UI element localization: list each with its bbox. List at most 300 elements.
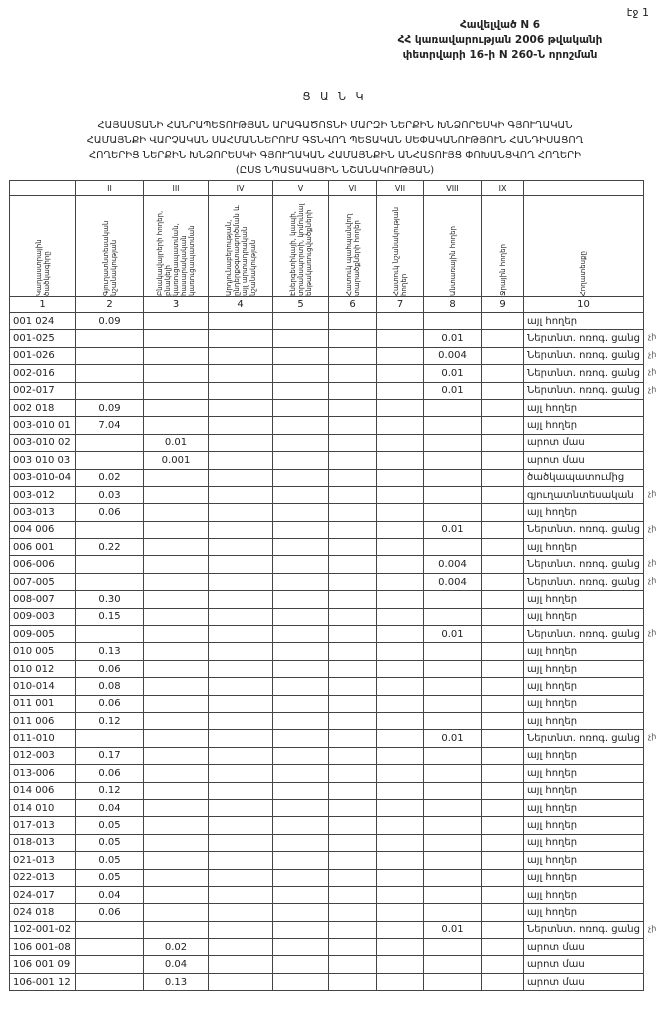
- empty-cell: [209, 469, 273, 486]
- empty-cell: [273, 486, 329, 503]
- table-row: [10, 521, 644, 538]
- land-type: ծածկապատումից: [524, 469, 644, 486]
- land-type: Ներտնտ. ոռոգ. ցանց: [524, 521, 644, 538]
- land-type: այլ հողեր: [524, 904, 644, 921]
- forest-area: [424, 591, 482, 608]
- empty-cell: [377, 486, 424, 503]
- column-header-label: Էներգետիկայի, կապի, տրանսպորտի, կոմունալ ենթակառուցվածքների: [288, 203, 313, 296]
- settlement-area: [144, 817, 209, 834]
- land-type: Ներտնտ. ոռոգ. ցանց: [524, 382, 644, 399]
- settlement-area: [144, 765, 209, 782]
- cadastral-code: 011 001: [10, 695, 76, 712]
- empty-cell: [329, 486, 377, 503]
- table-row: [10, 486, 644, 503]
- empty-cell: [209, 834, 273, 851]
- forest-area: [424, 504, 482, 521]
- empty-cell: [329, 434, 377, 451]
- agricultural-area: [76, 573, 144, 590]
- empty-cell: [209, 886, 273, 903]
- empty-cell: [209, 347, 273, 364]
- settlement-area: [144, 347, 209, 364]
- agricultural-area: 0.03: [76, 486, 144, 503]
- column-number: 8: [424, 297, 482, 313]
- column-number: 7: [377, 297, 424, 313]
- settlement-area: [144, 591, 209, 608]
- page-number: էջ 1: [626, 6, 649, 19]
- empty-cell: [209, 921, 273, 938]
- settlement-area: [144, 886, 209, 903]
- land-type: այլ հողեր: [524, 591, 644, 608]
- empty-cell: [482, 365, 524, 382]
- settlement-area: [144, 834, 209, 851]
- agricultural-area: 0.12: [76, 782, 144, 799]
- land-type: այլ հողեր: [524, 313, 644, 330]
- settlement-area: 0.02: [144, 939, 209, 956]
- cadastral-code: 011 006: [10, 712, 76, 729]
- empty-cell: [273, 817, 329, 834]
- empty-cell: [482, 834, 524, 851]
- forest-area: [424, 852, 482, 869]
- cadastral-code: 017-013: [10, 817, 76, 834]
- empty-cell: [273, 365, 329, 382]
- empty-cell: [377, 504, 424, 521]
- cadastral-code: 009-003: [10, 608, 76, 625]
- column-header: [377, 196, 424, 297]
- cadastral-code: 001 024: [10, 313, 76, 330]
- empty-cell: [209, 504, 273, 521]
- settlement-area: [144, 695, 209, 712]
- empty-cell: [482, 695, 524, 712]
- land-type: այլ հողեր: [524, 834, 644, 851]
- empty-cell: [482, 886, 524, 903]
- empty-cell: [482, 556, 524, 573]
- cadastral-code: 003-010 02: [10, 434, 76, 451]
- forest-area: [424, 782, 482, 799]
- forest-area: [424, 973, 482, 990]
- table-row: [10, 608, 644, 625]
- empty-cell: [377, 521, 424, 538]
- empty-cell: [377, 834, 424, 851]
- land-type: Ներտնտ. ոռոգ. ցանց: [524, 365, 644, 382]
- margin-note: չի: [648, 924, 657, 933]
- cadastral-code: 002-017: [10, 382, 76, 399]
- empty-cell: [377, 573, 424, 590]
- empty-cell: [377, 313, 424, 330]
- table-row: [10, 886, 644, 903]
- empty-cell: [482, 799, 524, 816]
- empty-cell: [273, 869, 329, 886]
- empty-cell: [273, 434, 329, 451]
- margin-note: չի: [648, 732, 657, 741]
- table-row: [10, 539, 644, 556]
- table-row: [10, 765, 644, 782]
- forest-area: [424, 469, 482, 486]
- cadastral-code: 011-010: [10, 730, 76, 747]
- empty-cell: [209, 747, 273, 764]
- settlement-area: [144, 330, 209, 347]
- settlement-area: [144, 469, 209, 486]
- agricultural-area: 0.09: [76, 399, 144, 416]
- annex-header: [390, 18, 610, 63]
- empty-cell: [482, 782, 524, 799]
- empty-cell: [482, 608, 524, 625]
- table-row: [10, 504, 644, 521]
- table-row: [10, 382, 644, 399]
- agricultural-area: 0.06: [76, 904, 144, 921]
- cadastral-code: 006-006: [10, 556, 76, 573]
- table-row: [10, 660, 644, 677]
- land-type: գյուղատնտեսական: [524, 486, 644, 503]
- agricultural-area: [76, 365, 144, 382]
- forest-area: 0.01: [424, 330, 482, 347]
- empty-cell: [377, 643, 424, 660]
- agricultural-area: 0.04: [76, 799, 144, 816]
- forest-area: 0.01: [424, 921, 482, 938]
- empty-cell: [377, 869, 424, 886]
- table-row: [10, 417, 644, 434]
- empty-cell: [377, 626, 424, 643]
- agricultural-area: [76, 347, 144, 364]
- empty-cell: [209, 643, 273, 660]
- empty-cell: [482, 434, 524, 451]
- empty-cell: [482, 852, 524, 869]
- column-number: 2: [76, 297, 144, 313]
- empty-cell: [377, 469, 424, 486]
- empty-cell: [377, 747, 424, 764]
- forest-area: [424, 817, 482, 834]
- empty-cell: [329, 939, 377, 956]
- agricultural-area: 0.12: [76, 712, 144, 729]
- empty-cell: [482, 382, 524, 399]
- empty-cell: [329, 556, 377, 573]
- empty-cell: [209, 608, 273, 625]
- empty-cell: [329, 539, 377, 556]
- empty-cell: [209, 521, 273, 538]
- table-row: [10, 452, 644, 469]
- annex-line: Հավելված N 6: [459, 19, 541, 31]
- empty-cell: [482, 904, 524, 921]
- empty-cell: [329, 695, 377, 712]
- table-row: [10, 730, 644, 747]
- empty-cell: [273, 330, 329, 347]
- empty-cell: [273, 399, 329, 416]
- land-type: արոտ մաս: [524, 939, 644, 956]
- table-row: [10, 347, 644, 364]
- land-type: արոտ մաս: [524, 434, 644, 451]
- table-row: [10, 904, 644, 921]
- land-type: Ներտնտ. ոռոգ. ցանց: [524, 347, 644, 364]
- empty-cell: [209, 660, 273, 677]
- agricultural-area: 0.22: [76, 539, 144, 556]
- empty-cell: [273, 956, 329, 973]
- forest-area: [424, 799, 482, 816]
- empty-cell: [209, 695, 273, 712]
- empty-cell: [329, 313, 377, 330]
- forest-area: [424, 486, 482, 503]
- empty-cell: [377, 417, 424, 434]
- roman-numeral: VI: [329, 181, 377, 196]
- forest-area: [424, 765, 482, 782]
- column-header: [482, 196, 524, 297]
- agricultural-area: 0.06: [76, 504, 144, 521]
- empty-cell: [377, 886, 424, 903]
- agricultural-area: [76, 452, 144, 469]
- margin-note: չի: [648, 367, 657, 376]
- settlement-area: [144, 313, 209, 330]
- agricultural-area: [76, 921, 144, 938]
- empty-cell: [482, 486, 524, 503]
- table-row: [10, 469, 644, 486]
- land-type: Ներտնտ. ոռոգ. ցանց: [524, 330, 644, 347]
- empty-cell: [273, 469, 329, 486]
- empty-cell: [377, 939, 424, 956]
- margin-note: չի: [648, 350, 657, 359]
- cadastral-code: 002 018: [10, 399, 76, 416]
- land-type: այլ հողեր: [524, 765, 644, 782]
- table-row: [10, 799, 644, 816]
- empty-cell: [377, 452, 424, 469]
- empty-cell: [482, 521, 524, 538]
- forest-area: [424, 834, 482, 851]
- document-subtitle: ՀԱՅԱՍՏԱՆԻ ՀԱՆՐԱՊԵՏՈՒԹՅԱՆ ԱՐԱԳԱԾՈՏՆԻ ՄԱՐԶԻ ՆԵՐՔԻՆ ԽՆՁՈՐԵՍԿԻ ԳՅՈՒՂԱԿԱՆ ՀԱՄԱՅՆՔԻ ՎԱՐՉԱԿԱՆ ՍԱՀՄԱՆՆԵՐՈՒՄ ԳՏՆՎՈՂ ՊԵՏԱԿԱՆ ՍԵՓԱԿԱՆՈՒԹՅՈՒՆ ՀԱՆԴԻՍԱՑՈՂ ՀՈՂԵՐԻՑ ՆԵՐՔԻՆ ԽՆՁՈՐԵՍԿԻ ԳՅՈՒՂԱԿԱՆ ՀԱՄԱՅՆՔԻՆ ԱՆՀԱՏՈՒՅՑ ՓՈԽԱՆՑՎՈՂ ՀՈՂԵՐԻ (ԸՍՏ ՆՊԱՏԱԿԱՅԻՆ ՆՇԱՆԱԿՈՒԹՅԱՆ): [86, 120, 584, 176]
- roman-header-row: [10, 181, 644, 196]
- empty-cell: [482, 921, 524, 938]
- empty-cell: [209, 973, 273, 990]
- empty-cell: [377, 556, 424, 573]
- cadastral-code: 012-003: [10, 747, 76, 764]
- land-type: այլ հողեր: [524, 712, 644, 729]
- cadastral-code: 014 006: [10, 782, 76, 799]
- empty-cell: [329, 712, 377, 729]
- column-header-label: Արդյունաբերության, ընդերքօգտագործման և այլ արտադրական նշանակության: [224, 205, 257, 296]
- roman-numeral: V: [273, 181, 329, 196]
- empty-cell: [377, 695, 424, 712]
- column-header-label: Բնակավայրերի հողեր, բնակելի կառուցապատման, հասարակական կառուցապատման: [156, 210, 196, 296]
- forest-area: 0.01: [424, 365, 482, 382]
- agricultural-area: 0.09: [76, 313, 144, 330]
- empty-cell: [377, 782, 424, 799]
- agricultural-area: 0.04: [76, 886, 144, 903]
- empty-cell: [273, 973, 329, 990]
- table-row: [10, 712, 644, 729]
- forest-area: [424, 869, 482, 886]
- cadastral-code: 007-005: [10, 573, 76, 590]
- table-row: [10, 834, 644, 851]
- empty-cell: [329, 765, 377, 782]
- cadastral-code: 010 005: [10, 643, 76, 660]
- empty-cell: [273, 626, 329, 643]
- settlement-area: [144, 556, 209, 573]
- empty-cell: [209, 782, 273, 799]
- empty-cell: [209, 417, 273, 434]
- margin-note: չի: [648, 332, 657, 341]
- margin-note: չի: [648, 558, 657, 567]
- column-header: [76, 196, 144, 297]
- column-number: 4: [209, 297, 273, 313]
- roman-numeral: VII: [377, 181, 424, 196]
- settlement-area: 0.04: [144, 956, 209, 973]
- cadastral-code: 003-010 01: [10, 417, 76, 434]
- empty-cell: [209, 817, 273, 834]
- settlement-area: [144, 678, 209, 695]
- forest-area: [424, 712, 482, 729]
- empty-cell: [329, 747, 377, 764]
- column-number: 6: [329, 297, 377, 313]
- empty-cell: [329, 660, 377, 677]
- forest-area: [424, 747, 482, 764]
- column-number: 3: [144, 297, 209, 313]
- forest-area: 0.01: [424, 626, 482, 643]
- forest-area: [424, 539, 482, 556]
- empty-cell: [273, 504, 329, 521]
- land-type: Ներտնտ. ոռոգ. ցանց: [524, 556, 644, 573]
- land-type: այլ հողեր: [524, 695, 644, 712]
- empty-cell: [482, 452, 524, 469]
- column-header-label: Ջրային հողեր: [498, 244, 507, 296]
- cadastral-code: 001-026: [10, 347, 76, 364]
- empty-cell: [377, 904, 424, 921]
- agricultural-area: 0.08: [76, 678, 144, 695]
- agricultural-area: [76, 382, 144, 399]
- empty-cell: [273, 939, 329, 956]
- empty-cell: [329, 886, 377, 903]
- settlement-area: [144, 382, 209, 399]
- table-row: [10, 434, 644, 451]
- forest-area: [424, 643, 482, 660]
- empty-cell: [209, 556, 273, 573]
- column-header-label: Կադաստրային ծածկագիրը: [34, 239, 51, 296]
- cadastral-code: 003-010-04: [10, 469, 76, 486]
- settlement-area: [144, 417, 209, 434]
- agricultural-area: 0.05: [76, 817, 144, 834]
- settlement-area: [144, 573, 209, 590]
- column-number: 9: [482, 297, 524, 313]
- agricultural-area: [76, 730, 144, 747]
- empty-cell: [377, 434, 424, 451]
- column-number: 1: [10, 297, 76, 313]
- cadastral-code: 004 006: [10, 521, 76, 538]
- empty-cell: [273, 382, 329, 399]
- land-type: այլ հողեր: [524, 747, 644, 764]
- empty-cell: [329, 782, 377, 799]
- table-row: [10, 573, 644, 590]
- empty-cell: [377, 712, 424, 729]
- empty-cell: [209, 452, 273, 469]
- agricultural-area: 0.13: [76, 643, 144, 660]
- empty-cell: [273, 539, 329, 556]
- forest-area: [424, 956, 482, 973]
- empty-cell: [482, 869, 524, 886]
- forest-area: 0.004: [424, 573, 482, 590]
- cadastral-code: 008-007: [10, 591, 76, 608]
- land-type: այլ հողեր: [524, 608, 644, 625]
- empty-cell: [329, 834, 377, 851]
- settlement-area: [144, 626, 209, 643]
- agricultural-area: [76, 626, 144, 643]
- empty-cell: [482, 573, 524, 590]
- cadastral-code: 024-017: [10, 886, 76, 903]
- settlement-area: [144, 782, 209, 799]
- empty-cell: [209, 573, 273, 590]
- cadastral-code: 010-014: [10, 678, 76, 695]
- forest-area: [424, 452, 482, 469]
- empty-cell: [273, 452, 329, 469]
- empty-cell: [329, 591, 377, 608]
- empty-cell: [482, 817, 524, 834]
- cadastral-code: 003-013: [10, 504, 76, 521]
- settlement-area: [144, 643, 209, 660]
- empty-cell: [482, 660, 524, 677]
- table-row: [10, 626, 644, 643]
- document-title: Ց Ա Ն Կ: [302, 90, 367, 103]
- roman-numeral: [10, 181, 76, 196]
- settlement-area: [144, 660, 209, 677]
- cadastral-code: 018-013: [10, 834, 76, 851]
- column-number: 5: [273, 297, 329, 313]
- empty-cell: [209, 591, 273, 608]
- empty-cell: [482, 956, 524, 973]
- empty-cell: [482, 347, 524, 364]
- land-type: արոտ մաս: [524, 956, 644, 973]
- cadastral-code: 003 010 03: [10, 452, 76, 469]
- margin-note: չի: [648, 385, 657, 394]
- annex-line: փետրվարի 16-ի N 260-Ն որոշման: [402, 49, 598, 61]
- roman-numeral: IX: [482, 181, 524, 196]
- forest-area: [424, 399, 482, 416]
- margin-note: չի: [648, 576, 657, 585]
- table-row: [10, 313, 644, 330]
- empty-cell: [209, 939, 273, 956]
- empty-cell: [329, 399, 377, 416]
- land-type: այլ հողեր: [524, 782, 644, 799]
- agricultural-area: [76, 434, 144, 451]
- empty-cell: [273, 747, 329, 764]
- cadastral-code: 014 010: [10, 799, 76, 816]
- agricultural-area: 0.17: [76, 747, 144, 764]
- empty-cell: [273, 834, 329, 851]
- settlement-area: 0.13: [144, 973, 209, 990]
- forest-area: 0.01: [424, 382, 482, 399]
- agricultural-area: 0.02: [76, 469, 144, 486]
- empty-cell: [329, 678, 377, 695]
- settlement-area: [144, 904, 209, 921]
- empty-cell: [377, 852, 424, 869]
- settlement-area: [144, 486, 209, 503]
- empty-cell: [329, 973, 377, 990]
- land-type: արոտ մաս: [524, 452, 644, 469]
- column-header-label: Գյուղատնտեսական նշանակության: [101, 220, 118, 296]
- empty-cell: [329, 365, 377, 382]
- empty-cell: [273, 313, 329, 330]
- empty-cell: [329, 452, 377, 469]
- empty-cell: [482, 626, 524, 643]
- empty-cell: [482, 399, 524, 416]
- empty-cell: [273, 556, 329, 573]
- settlement-area: [144, 712, 209, 729]
- empty-cell: [209, 869, 273, 886]
- empty-cell: [329, 626, 377, 643]
- empty-cell: [482, 747, 524, 764]
- column-header: [144, 196, 209, 297]
- column-header: [273, 196, 329, 297]
- table-row: [10, 921, 644, 938]
- empty-cell: [377, 330, 424, 347]
- empty-cell: [329, 382, 377, 399]
- forest-area: [424, 434, 482, 451]
- empty-cell: [482, 678, 524, 695]
- empty-cell: [482, 469, 524, 486]
- empty-cell: [209, 486, 273, 503]
